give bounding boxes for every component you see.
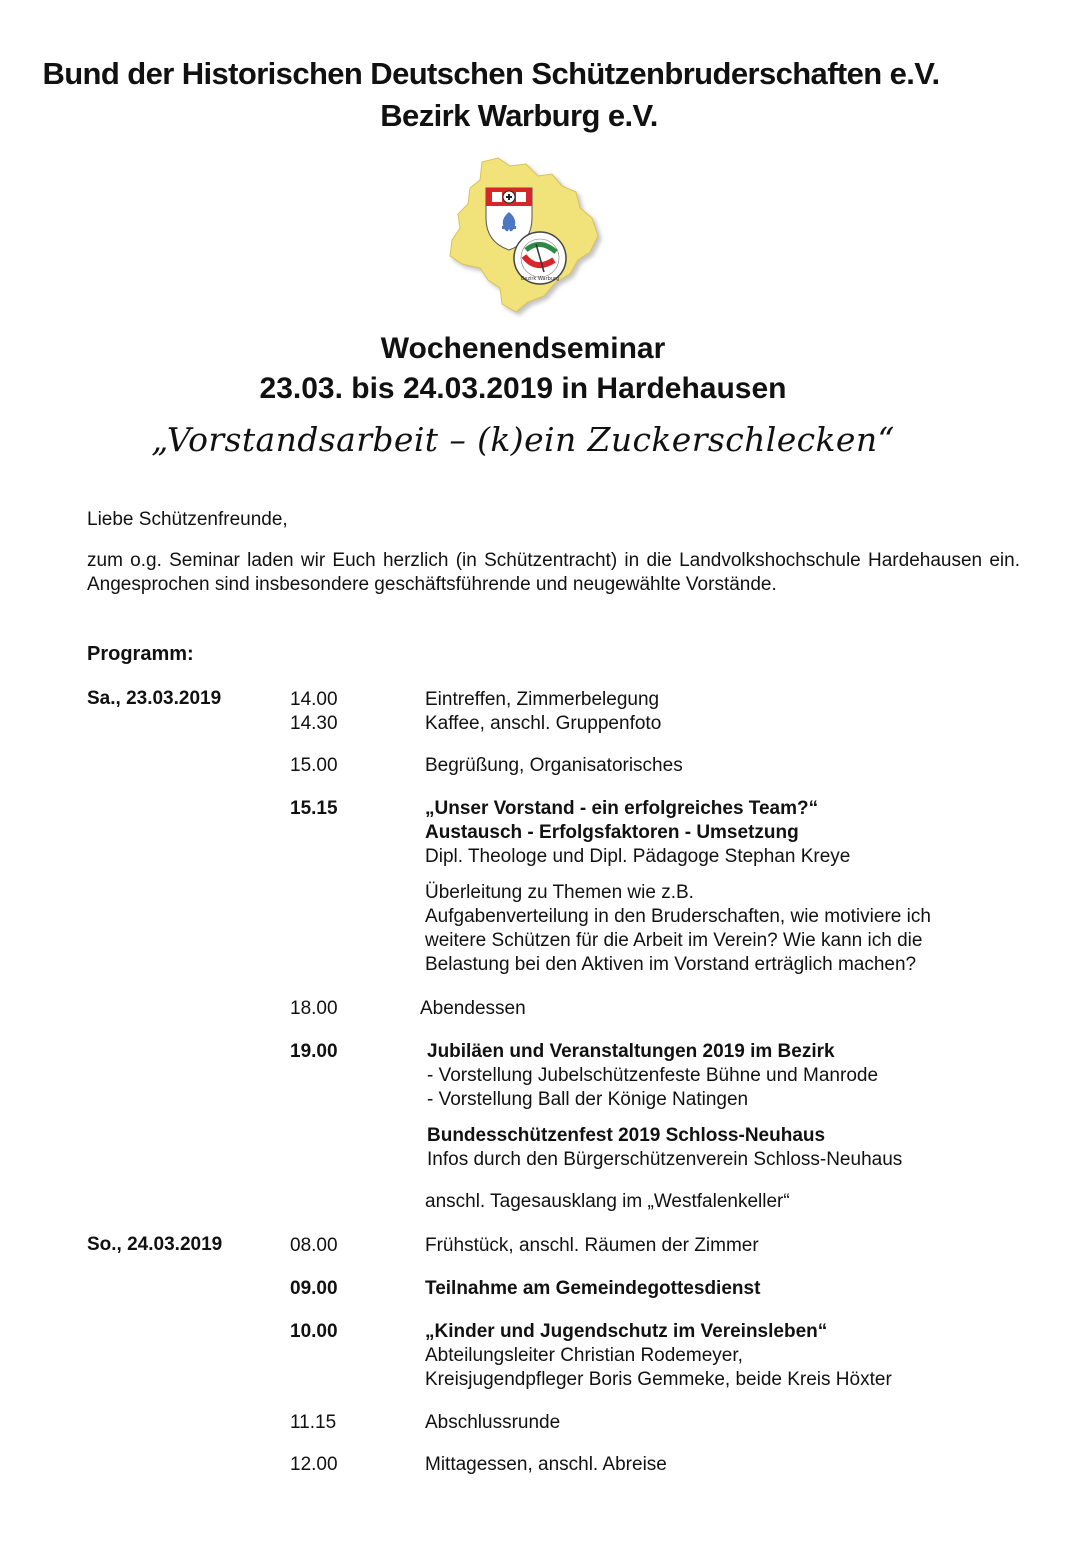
greeting: Liebe Schützenfreunde, [87, 509, 288, 530]
talk-title: Jubiläen und Veranstaltungen 2019 im Bezirk [427, 1041, 835, 1062]
program-item: Mittagessen, anschl. Abreise [425, 1454, 667, 1475]
speaker: Abteilungsleiter Christian Rodemeyer, [425, 1345, 743, 1366]
district-map-with-coats-of-arms-logo [440, 152, 620, 318]
seminar-title: Wochenendseminar [380, 332, 666, 365]
program-item: Teilnahme am Gemeindegottesdienst [425, 1278, 761, 1299]
talk-title: „Unser Vorstand - ein erfolgreiches Team?“ [425, 798, 819, 819]
organization-title: Bund der Historischen Deutschen Schützenbruderschaften e.V. [42, 56, 940, 91]
district-title: Bezirk Warburg e.V. [380, 98, 658, 133]
program-line: Infos durch den Bürgerschützenverein Schloss-Neuhaus [427, 1149, 903, 1170]
program-item: Abschlussrunde [425, 1412, 561, 1433]
time-slot: 09.00 [290, 1278, 338, 1299]
program-item: Kaffee, anschl. Gruppenfoto [425, 713, 662, 734]
day-saturday: Sa., 23.03.2019 [87, 688, 222, 709]
program-block [427, 1040, 1027, 1112]
intro-paragraph: zum o.g. Seminar laden wir Euch herzlich (in Schützentracht) in die Landvolkshochschule Hardehausen ein. Angesprochen sind insbesondere geschäftsführende und neugewählte Vorstände. [87, 550, 1020, 595]
program-line: - Vorstellung Ball der Könige Natingen [427, 1089, 749, 1110]
seminar-motto: „Vorstandsarbeit – (k)ein Zuckerschlecken“ [151, 420, 895, 459]
day-sunday: So., 24.03.2019 [87, 1234, 223, 1255]
program-item: Frühstück, anschl. Räumen der Zimmer [425, 1235, 759, 1256]
topic-line: Belastung bei den Aktiven im Vorstand erträglich machen? [425, 954, 917, 975]
time-slot: 14.00 [290, 689, 338, 710]
program-heading: Programm: [87, 643, 194, 665]
program-item: anschl. Tagesausklang im „Westfalenkeller“ [425, 1191, 790, 1212]
program-line: - Vorstellung Jubelschützenfeste Bühne und Manrode [427, 1065, 879, 1086]
time-slot: 12.00 [290, 1454, 338, 1475]
time-slot: 15.15 [290, 798, 338, 819]
talk-title: Bundesschützenfest 2019 Schloss-Neuhaus [427, 1125, 826, 1146]
sports-emblem-circle [514, 232, 566, 284]
program-block [425, 797, 1025, 869]
time-slot: 14.30 [290, 713, 338, 734]
seminar-dates: 23.03. bis 24.03.2019 in Hardehausen [259, 372, 787, 405]
program-block [425, 1320, 1025, 1392]
time-slot: 15.00 [290, 755, 338, 776]
time-slot: 18.00 [290, 998, 338, 1019]
talk-title: „Kinder und Jugendschutz im Vereinsleben“ [425, 1321, 828, 1342]
speaker: Dipl. Theologe und Dipl. Pädagoge Stephan Kreye [425, 846, 851, 867]
talk-subtitle: Austausch - Erfolgsfaktoren - Umsetzung [425, 822, 799, 843]
program-item: Begrüßung, Organisatorisches [425, 755, 683, 776]
program-block [425, 881, 1025, 977]
emblem-ring-text: Bezirk Warburg [520, 276, 560, 282]
speaker: Kreisjugendpfleger Boris Gemmeke, beide Kreis Höxter [425, 1369, 892, 1390]
topic-line: weitere Schützen für die Arbeit im Verein? Wie kann ich die [425, 930, 923, 951]
program-item: Abendessen [420, 998, 526, 1019]
time-slot: 10.00 [290, 1321, 338, 1342]
program-item: Eintreffen, Zimmerbelegung [425, 689, 660, 710]
time-slot: 08.00 [290, 1235, 338, 1256]
time-slot: 19.00 [290, 1041, 338, 1062]
topic-line: Aufgabenverteilung in den Bruderschaften, wie motiviere ich [425, 906, 931, 927]
program-block [427, 1124, 1027, 1172]
topic-line: Überleitung zu Themen wie z.B. [425, 882, 694, 903]
time-slot: 11.15 [290, 1412, 337, 1433]
